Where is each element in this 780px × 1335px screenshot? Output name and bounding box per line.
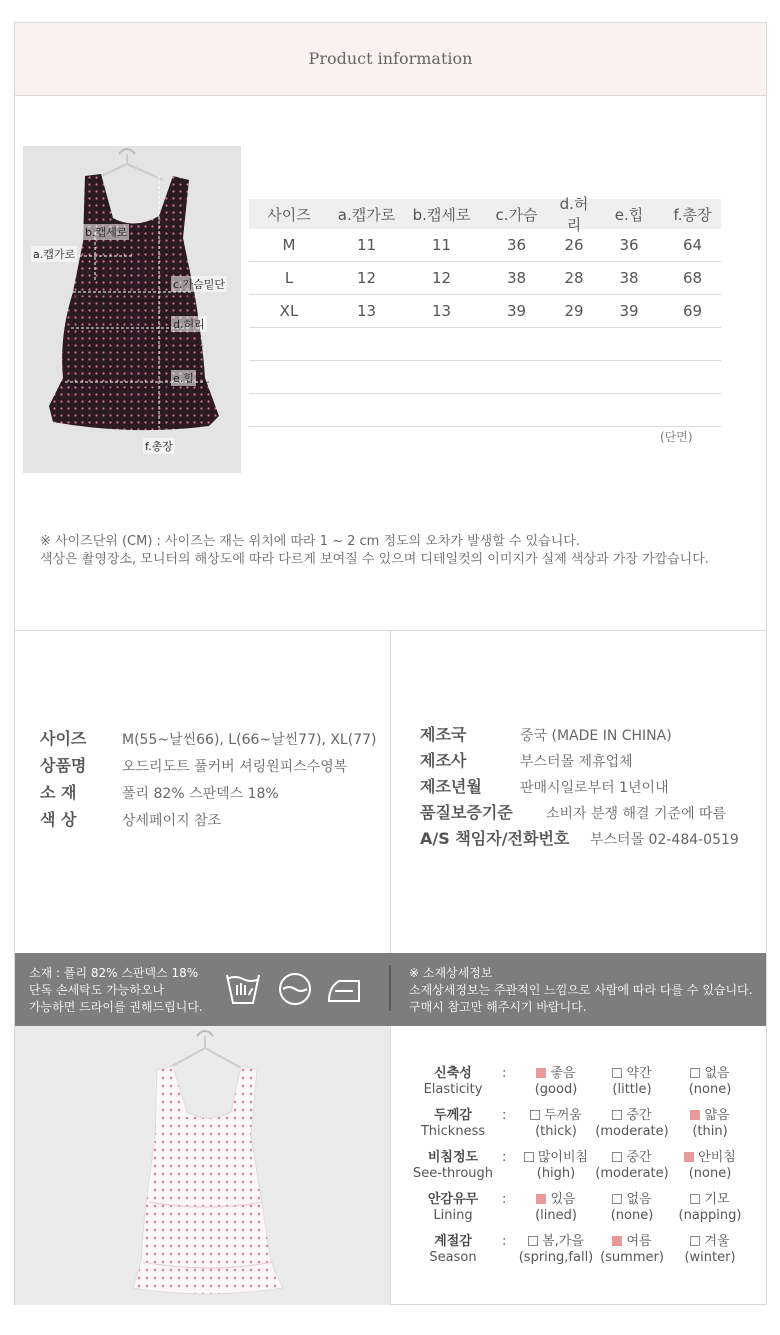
- label-ko: 비침정도: [427, 1150, 479, 1165]
- option: [590, 1192, 674, 1224]
- hand-wash-icon: [227, 975, 259, 1003]
- info-row: [420, 800, 739, 826]
- info-value: 중국 (MADE IN CHINA): [520, 728, 672, 744]
- label-cap-width: a.캡가로: [33, 248, 76, 261]
- option-ko: 없음: [704, 1066, 730, 1081]
- option-en: (winter): [684, 1250, 736, 1265]
- divider: [390, 631, 391, 953]
- table-cell: 26: [564, 236, 584, 254]
- checkbox-checked: [536, 1194, 546, 1204]
- colon: :: [502, 1066, 507, 1081]
- info-key: 품질보증기준: [420, 803, 513, 822]
- wash-text: 단독 손세탁도 가능하오나: [29, 983, 165, 997]
- option-ko: 얇음: [704, 1108, 730, 1123]
- option-en: (good): [534, 1082, 578, 1097]
- label-en: See-through: [412, 1166, 494, 1181]
- table-row-empty: [249, 328, 721, 361]
- table-cell: 11: [431, 236, 452, 254]
- info-row: [40, 780, 376, 807]
- divider: [389, 965, 391, 1011]
- checkbox-empty: [612, 1152, 622, 1162]
- col-header: e.힙: [614, 205, 644, 224]
- info-value: 부스터몰 02-484-0519: [590, 832, 739, 848]
- label-en: Thickness: [420, 1124, 486, 1139]
- option-ko: 안비침: [698, 1150, 736, 1165]
- option-ko: 겨울: [704, 1234, 730, 1249]
- option: [590, 1234, 674, 1266]
- table-cell: 12: [356, 269, 377, 287]
- checkbox-checked: [690, 1110, 700, 1120]
- option: [668, 1150, 752, 1182]
- note-text: 소재상세정보는 주관적인 느낌으로 사람에 따라 다를 수 있습니다.: [409, 983, 753, 997]
- col-header: 사이즈: [267, 205, 311, 224]
- option-en: (moderate): [595, 1166, 669, 1181]
- info-key: A/S 책임자/전화번호: [420, 829, 570, 848]
- col-header: c.가슴: [495, 205, 538, 224]
- page-title: Product information: [308, 49, 473, 68]
- colon: :: [502, 1192, 507, 1207]
- checkbox-empty: [530, 1110, 540, 1120]
- colon: :: [502, 1150, 507, 1165]
- col-header: d.허리: [559, 195, 589, 234]
- checkbox-empty: [690, 1236, 700, 1246]
- iron-icon: [329, 981, 359, 1001]
- info-value: 소비자 분쟁 해결 기준에 따름: [546, 806, 727, 822]
- unit-note: (단면): [660, 430, 693, 444]
- option-ko: 두꺼움: [544, 1108, 582, 1123]
- product-info-right: [420, 722, 739, 852]
- option-en: (high): [536, 1166, 576, 1181]
- info-value: M(55~날씬66), L(66~날씬77), XL(77): [122, 732, 377, 748]
- notice-line: ※ 사이즈단위 (CM) : 사이즈는 재는 위치에 따라 1 ~ 2 cm 정도의 오차가 발생할 수 있습니다.: [40, 534, 580, 549]
- fabric-label: [410, 1234, 496, 1266]
- info-key: 사이즈: [40, 729, 87, 748]
- table-cell: 28: [564, 269, 584, 287]
- size-table: [249, 195, 721, 427]
- info-row: [420, 826, 739, 852]
- label-underbust: c.가슴밑단: [173, 278, 226, 291]
- dry-clean-icon: [280, 974, 310, 1004]
- option: [668, 1066, 752, 1098]
- info-key: 색 상: [40, 810, 77, 829]
- option: [668, 1108, 752, 1140]
- table-cell: 36: [619, 236, 639, 254]
- table-cell: 64: [682, 236, 703, 254]
- table-cell: 38: [506, 269, 527, 287]
- product-photo-dark: [23, 146, 241, 473]
- option-ko: 있음: [550, 1192, 576, 1207]
- header-bar: [15, 23, 766, 96]
- table-row: [249, 262, 721, 295]
- checkbox-empty: [612, 1068, 622, 1078]
- table-cell: 69: [682, 302, 703, 320]
- table-cell: XL: [279, 302, 299, 320]
- care-text: [29, 965, 203, 1016]
- col-header: a.캡가로: [337, 205, 396, 224]
- notice-line: 색상은 촬영장소, 모니터의 해상도에 따라 다르게 보여질 수 있으며 디테일컷의 이미지가 실제 색상과 가장 가깝습니다.: [40, 552, 709, 567]
- table-cell: 12: [431, 269, 452, 287]
- option-ko: 기모: [704, 1192, 730, 1207]
- option-en: (none): [688, 1166, 732, 1181]
- label-en: Season: [429, 1250, 477, 1265]
- option-en: (none): [688, 1082, 732, 1097]
- info-key: 제조사: [420, 751, 467, 770]
- checkbox-empty: [524, 1152, 534, 1162]
- divider: [390, 1026, 391, 1305]
- table-cell: 39: [506, 302, 527, 320]
- swimsuit-dark-illustration: [23, 146, 241, 473]
- option-ko: 중간: [626, 1108, 652, 1123]
- checkbox-empty: [612, 1194, 622, 1204]
- checkbox-checked: [612, 1236, 622, 1246]
- info-key: 소 재: [40, 783, 77, 802]
- option: [514, 1108, 598, 1140]
- info-value: 상세페이지 참조: [122, 813, 222, 829]
- option-en: (lined): [535, 1208, 577, 1223]
- info-value: 부스터몰 제휴업체: [520, 754, 633, 770]
- info-row: [40, 726, 376, 753]
- fabric-label: [410, 1108, 496, 1140]
- table-cell: 39: [619, 302, 639, 320]
- option-ko: 중간: [626, 1150, 652, 1165]
- product-info-left: [40, 726, 376, 834]
- info-value: 판매시일로부터 1년이내: [520, 780, 669, 796]
- table-cell: 29: [564, 302, 584, 320]
- colon: :: [502, 1108, 507, 1123]
- label-total-length: f.총장: [145, 440, 173, 453]
- colon: :: [502, 1234, 507, 1249]
- label-ko: 신축성: [434, 1066, 472, 1081]
- checkbox-empty: [690, 1194, 700, 1204]
- checkbox-checked: [684, 1152, 694, 1162]
- info-row: [420, 722, 739, 748]
- label-en: Elasticity: [423, 1082, 483, 1097]
- info-row: [40, 807, 376, 834]
- table-row: [249, 295, 721, 328]
- info-row: [420, 774, 739, 800]
- size-notice: [40, 533, 760, 569]
- table-cell: 38: [619, 269, 639, 287]
- info-key: 제조국: [420, 725, 467, 744]
- table-cell: 13: [356, 302, 377, 320]
- option: [514, 1150, 598, 1182]
- option-ko: 약간: [626, 1066, 652, 1081]
- option-ko: 봄,가을: [542, 1234, 584, 1249]
- option-ko: 여름: [626, 1234, 652, 1249]
- care-info-bar: [15, 953, 766, 1026]
- checkbox-empty: [612, 1110, 622, 1120]
- option: [590, 1066, 674, 1098]
- option-en: (summer): [600, 1250, 664, 1265]
- option-en: (napping): [678, 1208, 742, 1223]
- info-key: 상품명: [40, 756, 87, 775]
- table-row-empty: [249, 394, 721, 427]
- material-text: 소재 : 폴리 82% 스판덱스 18%: [29, 966, 199, 980]
- option-en: (little): [612, 1082, 652, 1097]
- option: [514, 1234, 598, 1266]
- table-row: [249, 229, 721, 262]
- option: [668, 1234, 752, 1266]
- option-en: (spring,fall): [518, 1250, 594, 1265]
- table-row-empty: [249, 361, 721, 394]
- checkbox-empty: [528, 1236, 538, 1246]
- care-icons: [223, 967, 363, 1011]
- option: [668, 1192, 752, 1224]
- option-en: (moderate): [595, 1124, 669, 1139]
- option-en: (thick): [535, 1124, 577, 1139]
- info-row: [40, 753, 376, 780]
- col-header: f.총장: [673, 205, 712, 224]
- option-ko: 많이비침: [537, 1150, 589, 1165]
- label-ko: 두께감: [434, 1108, 472, 1123]
- note-title: ※ 소재상세정보: [409, 966, 493, 980]
- fabric-label: [410, 1192, 496, 1224]
- fabric-label: [410, 1066, 496, 1098]
- table-cell: 11: [356, 236, 377, 254]
- info-value: 오드리도트 풀커버 셔링원피스수영복: [122, 759, 348, 775]
- option: [514, 1192, 598, 1224]
- info-value: 폴리 82% 스판덱스 18%: [122, 786, 279, 802]
- checkbox-empty: [690, 1068, 700, 1078]
- product-photo-white: [15, 1026, 390, 1305]
- swimsuit-white-illustration: [15, 1026, 390, 1305]
- fabric-note: [409, 965, 753, 1016]
- note-text: 구매시 참고만 해주시기 바랍니다.: [409, 1000, 587, 1014]
- table-cell: L: [284, 269, 294, 287]
- label-ko: 안감유무: [427, 1192, 479, 1207]
- option-ko: 없음: [626, 1192, 652, 1207]
- label-waist: d.허리: [173, 318, 205, 331]
- fabric-label: [410, 1150, 496, 1182]
- option: [514, 1066, 598, 1098]
- label-hip: e.힙: [173, 372, 194, 385]
- checkbox-checked: [536, 1068, 546, 1078]
- info-key: 제조년월: [420, 777, 482, 796]
- option: [590, 1108, 674, 1140]
- label-ko: 계절감: [434, 1234, 472, 1249]
- option: [590, 1150, 674, 1182]
- table-cell: 13: [431, 302, 452, 320]
- col-header: b.캡세로: [412, 205, 471, 224]
- label-cap-height: b.캡세로: [85, 226, 128, 239]
- label-en: Lining: [433, 1208, 473, 1223]
- info-row: [420, 748, 739, 774]
- table-header-row: [249, 195, 721, 234]
- option-en: (thin): [692, 1124, 728, 1139]
- option-en: (none): [610, 1208, 654, 1223]
- wash-text: 가능하면 드라이를 권해드립니다.: [29, 1000, 203, 1014]
- table-cell: 36: [506, 236, 527, 254]
- table-cell: 68: [682, 269, 703, 287]
- option-ko: 좋음: [550, 1066, 576, 1081]
- table-cell: M: [282, 236, 296, 254]
